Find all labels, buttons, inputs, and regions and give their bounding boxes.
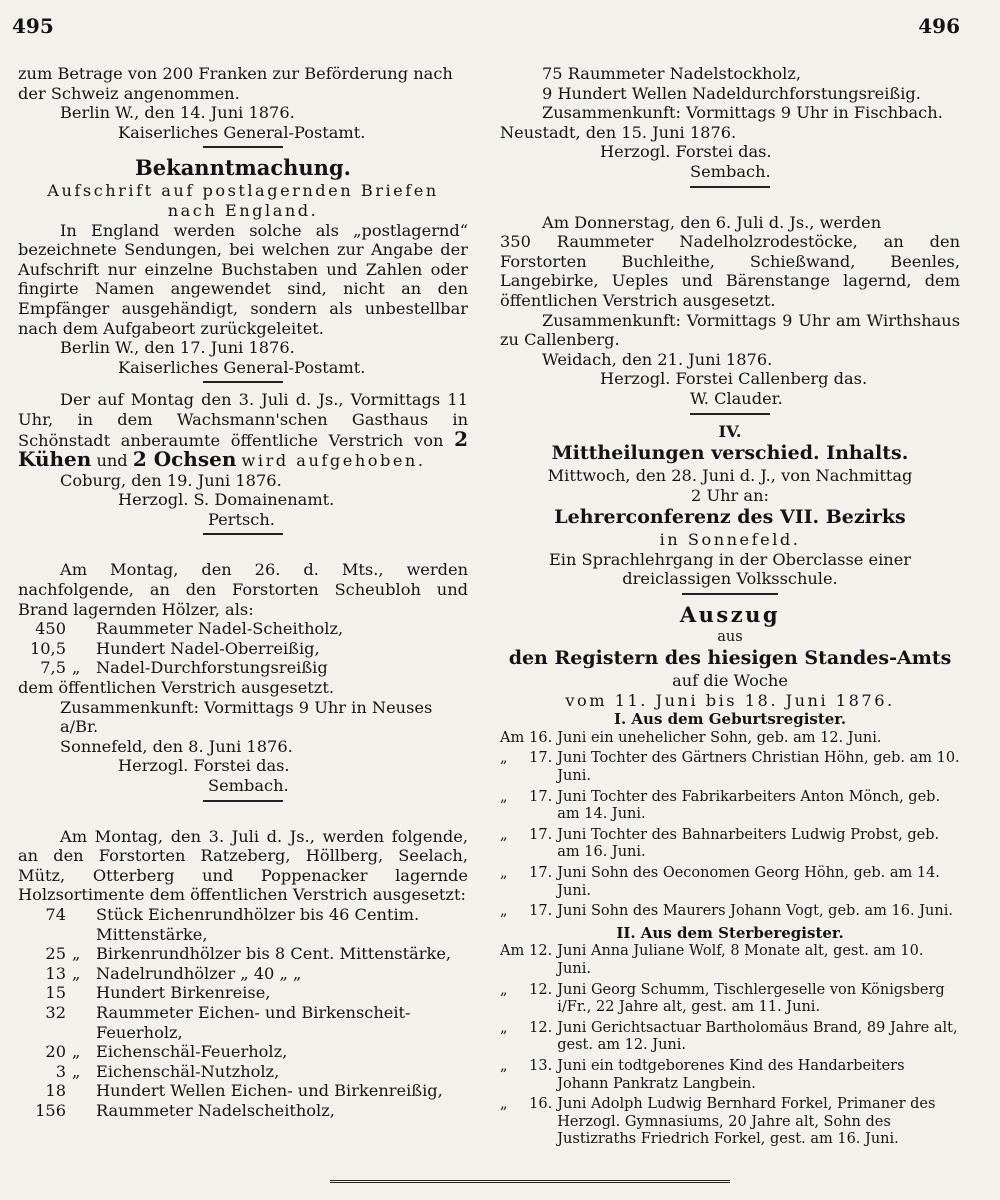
notice-line: 9 Hundert Wellen Nadeldurchforstungsreißig.: [542, 83, 921, 103]
section-number: IV.: [718, 421, 742, 441]
entry-text: Juni Anna Juliane Wolf, 8 Monate alt, gest. am 10. Juni.: [557, 943, 924, 977]
registry-title: Auszug: [679, 602, 781, 628]
notice-place-date: Berlin W., den 14. Juni 1876.: [60, 103, 295, 123]
item-text: Nadel-Durchforstungsreißig: [96, 658, 328, 678]
list-item: [500, 903, 960, 924]
entry-prefix: „: [500, 1019, 508, 1036]
section-misc: [500, 422, 960, 590]
list-item: [18, 964, 468, 984]
entry-text: Juni Tochter des Gärtners Christian Höhn, geb. am 10. Juni.: [557, 750, 960, 785]
notice-wood-callenberg: [500, 213, 960, 409]
death-register-list: [500, 943, 960, 1152]
entry-day: 12.: [529, 943, 553, 960]
item-quantity: 13: [45, 963, 66, 983]
entry-text: Juni ein todtgeborenes Kind des Handarbeiters Johann Pankratz Langbein.: [557, 1057, 905, 1092]
notice-line: Mittwoch, den 28. Juni d. J., von Nachmittag: [547, 466, 913, 486]
item-ditto: [72, 639, 96, 659]
registry-week: auf die Woche: [672, 671, 788, 691]
list-item: [500, 1020, 960, 1058]
list-item: [18, 1003, 468, 1042]
entry-text: Juni Sohn des Maurers Johann Vogt, geb. am 16. Juni.: [557, 903, 953, 920]
notice-place-date: Sonnefeld, den 8. Juni 1876.: [60, 736, 293, 756]
notice-place-date: Weidach, den 21. Juni 1876.: [542, 349, 773, 369]
notice-body: 350 Raummeter Nadelholzrodestöcke, an den Forstorten Buchleithe, Schießwand, Beenles, Langebirke, Ueples und Bärenstange lagernd, dem öffentlichen Verstrich ausgesetzt.: [500, 232, 960, 310]
item-ditto: [72, 905, 96, 944]
item-ditto: „: [72, 1061, 81, 1081]
list-item: [500, 982, 960, 1020]
item-text: Hundert Nadel-Oberreißig,: [96, 638, 320, 658]
list-item: [18, 1062, 468, 1082]
divider: [203, 146, 283, 148]
divider: [203, 800, 283, 802]
birth-register-list: [500, 730, 960, 924]
registry-aus: aus: [717, 629, 743, 646]
item-ditto: „: [72, 658, 81, 678]
conference-location: in Sonnefeld.: [659, 530, 801, 550]
item-quantity: 450: [35, 619, 66, 639]
item-text: Birkenrundhölzer bis 8 Cent. Mittenstärke,: [96, 944, 452, 964]
entry-text: Juni Tochter des Fabrikarbeiters Anton Mönch, geb. am 14. Juni.: [557, 788, 941, 823]
item-text: Raummeter Eichen- und Birkenscheit-Feuerholz,: [96, 1002, 411, 1042]
notice-signature: Herzogl. S. Domainenamt.: [118, 490, 335, 510]
list-item: [18, 905, 468, 944]
notice-oxen: 2 Ochsen: [132, 447, 237, 472]
notice-place-date: Berlin W., den 17. Juni 1876.: [60, 338, 295, 358]
death-register-title: II. Aus dem Sterberegister.: [616, 923, 844, 942]
entry-text: Juni Georg Schumm, Tischlergeselle von Königsberg i/Fr., 22 Jahre alt, gest. am 11. Juni.: [557, 981, 945, 1016]
item-quantity: 20: [45, 1042, 66, 1062]
entry-day: 17.: [529, 865, 553, 881]
notice-signature: Kaiserliches General-Postamt.: [118, 357, 366, 377]
entry-day: 17.: [529, 903, 553, 920]
notice-wood-auction-ratzeberg: [18, 827, 468, 1121]
notice-meeting: Zusammenkunft: Vormittags 9 Uhr in Neuses a/Br.: [60, 697, 433, 737]
wood-list: [18, 905, 468, 1121]
item-ditto: [72, 1081, 96, 1101]
list-item: [500, 730, 960, 751]
notice-line: zum Betrage von 200 Franken zur Beförderung nach: [18, 64, 453, 83]
notice-signature-name: Pertsch.: [208, 509, 275, 529]
notice-line: der Schweiz angenommen.: [18, 83, 240, 103]
right-column: [500, 64, 960, 1152]
item-text: Eichenschäl-Nutzholz,: [96, 1061, 280, 1081]
divider: [690, 186, 770, 188]
notice-signature: Kaiserliches General-Postamt.: [118, 122, 366, 142]
entry-prefix: „: [500, 788, 508, 805]
notice-and: und: [96, 451, 128, 471]
notice-subtitle: Aufschrift auf postlagernden Briefen: [47, 181, 439, 201]
list-item: [18, 619, 468, 639]
entry-day: 17.: [529, 750, 553, 767]
item-ditto: [72, 619, 96, 639]
notice-body: In England werden solche als „postlagernd“ bezeichnete Sendungen, bei welchen zur Angabe der Aufschrift nur einzelne Buchstaben und Zahlen oder fingirte Namen angewendet sind, nicht an den Empfänger ausgehändigt, sondern als unbestellbar nach dem Aufgabeort zurückgeleitet.: [18, 220, 468, 338]
notice-signature-name: Sembach.: [690, 161, 771, 181]
item-text: Raummeter Nadelscheitholz,: [96, 1100, 335, 1120]
entry-day: 16.: [529, 729, 553, 746]
entry-text: Juni Tochter des Bahnarbeiters Ludwig Probst, geb. am 16. Juni.: [557, 826, 940, 861]
section-title: Mittheilungen verschied. Inhalts.: [551, 442, 909, 465]
list-item: [500, 827, 960, 865]
item-quantity: 15: [45, 983, 66, 1003]
notice-subtitle: nach England.: [167, 200, 319, 220]
entry-day: 12.: [529, 1019, 553, 1036]
item-text: Hundert Birkenreise,: [96, 983, 271, 1003]
entry-prefix: „: [500, 903, 508, 920]
item-text: Stück Eichenrundhölzer bis 46 Centim. Mittenstärke,: [96, 904, 420, 944]
item-quantity: 18: [45, 1081, 66, 1101]
notice-place-date: Coburg, den 19. Juni 1876.: [60, 470, 282, 490]
item-text: Hundert Wellen Eichen- und Birkenreißig,: [96, 1081, 443, 1101]
notice-poste-restante: [18, 155, 468, 377]
entry-prefix: „: [500, 1096, 508, 1113]
entry-text: Juni Gerichtsactuar Bartholomäus Brand, 89 Jahre alt, gest. am 12. Juni.: [557, 1019, 958, 1054]
item-ditto: „: [72, 1042, 81, 1062]
registry-extract: [500, 602, 960, 1152]
list-item: [18, 1101, 468, 1121]
notice-end: wird aufgehoben.: [241, 451, 426, 471]
entry-prefix: „: [500, 826, 508, 843]
list-item: [18, 1081, 468, 1101]
notice-signature-name: W. Clauder.: [690, 388, 783, 408]
notice-line: 75 Raummeter Nadelstockholz,: [542, 64, 802, 83]
notice-body: [18, 390, 468, 470]
list-item: [500, 750, 960, 788]
item-quantity: 3: [55, 1061, 66, 1081]
conference-topic: Ein Sprachlehrgang in der Oberclasse einer dreiclassigen Volksschule.: [548, 549, 912, 589]
item-ditto: [72, 1101, 96, 1121]
entry-prefix: „: [500, 865, 508, 881]
entry-day: 12.: [529, 981, 553, 998]
list-item: [500, 1058, 960, 1096]
notice-meeting: Zusammenkunft: Vormittags 9 Uhr am Wirthshaus zu Callenberg.: [500, 310, 960, 350]
item-ditto: „: [72, 963, 81, 983]
divider: [690, 413, 770, 415]
notice-signature-name: Sembach.: [208, 776, 289, 795]
item-quantity: 74: [45, 904, 66, 924]
item-quantity: 156: [35, 1100, 66, 1120]
list-item: [18, 1042, 468, 1062]
notice-wood-fischbach: [500, 64, 960, 182]
registry-range: vom 11. Juni bis 18. Juni 1876.: [565, 690, 895, 710]
item-ditto: „: [72, 944, 81, 964]
entry-day: 17.: [529, 826, 553, 843]
entry-prefix: Am: [500, 943, 525, 960]
entry-prefix: „: [500, 1057, 508, 1074]
left-column: [18, 64, 468, 1121]
entry-day: 16.: [529, 1096, 553, 1113]
entry-prefix: „: [500, 750, 508, 767]
wood-list: [18, 619, 468, 678]
notice-meeting: Zusammenkunft: Vormittags 9 Uhr in Fischbach.: [542, 103, 943, 123]
divider: [203, 533, 283, 535]
conference-title: Lehrerconferenz des VII. Bezirks: [554, 506, 906, 529]
list-item: [500, 943, 960, 981]
entry-text: Juni Adolph Ludwig Bernhard Forkel, Primaner des Herzogl. Gymnasiums, 20 Jahre alt, Sohn des Justizraths Friedrich Forkel, gest. am 16. Juni.: [557, 1096, 936, 1148]
notice-body: Am Montag, den 26. d. Mts., werden nachfolgende, an den Forstorten Scheubloh und Brand lagernden Hölzer, als:: [18, 560, 468, 619]
notice-wood-auction-scheubloh: [18, 560, 468, 795]
notice-cattle-auction-cancelled: [18, 390, 468, 529]
list-item: [18, 944, 468, 964]
notice-place-date: Neustadt, den 15. Juni 1876.: [500, 122, 737, 142]
item-text: Raummeter Nadel-Scheitholz,: [96, 619, 344, 639]
entry-text: Juni ein unehelicher Sohn, geb. am 12. Juni.: [557, 729, 882, 746]
item-quantity: 25: [45, 944, 66, 964]
item-ditto: [72, 983, 96, 1003]
notice-signature: Herzogl. Forstei das.: [118, 756, 290, 776]
notice-signature: Herzogl. Forstei Callenberg das.: [600, 369, 868, 389]
item-quantity: 7,5: [40, 658, 66, 678]
notice-line: 2 Uhr an:: [691, 485, 769, 505]
divider: [203, 381, 283, 383]
birth-register-title: I. Aus dem Geburtsregister.: [613, 710, 847, 729]
list-item: [500, 1096, 960, 1152]
list-item: [18, 983, 468, 1003]
entry-text: Juni Sohn des Oeconomen Georg Höhn, geb. am 14. Juni.: [557, 865, 940, 899]
notice-swiss-postage: [18, 64, 468, 142]
registry-subtitle: den Registern des hiesigen Standes-Amts: [508, 647, 952, 670]
entry-prefix: Am: [500, 729, 525, 746]
entry-day: 13.: [529, 1057, 553, 1074]
item-text: Nadelrundhölzer „ 40 „ „: [96, 963, 302, 983]
item-ditto: [72, 1003, 96, 1042]
notice-body: Am Montag, den 3. Juli d. Js., werden folgende, an den Forstorten Ratzeberg, Höllberg, Seelach, Mütz, Otterberg und Poppenacker lagernde Holzsortimente dem öffentlichen Verstrich ausgesetzt:: [18, 826, 468, 905]
notice-signature: Herzogl. Forstei das.: [600, 142, 772, 162]
list-item: [500, 789, 960, 827]
list-item: [500, 865, 960, 903]
item-quantity: 32: [45, 1002, 66, 1022]
entry-day: 17.: [529, 788, 553, 805]
notice-body-text: Der auf Montag den 3. Juli d. Js., Vormittags 11 Uhr, in dem Wachsmann'schen Gasthaus in Schönstadt anberaumte öffentliche Verstrich von: [18, 390, 468, 450]
notice-title: Bekanntmachung.: [135, 155, 351, 181]
page-number-left: 495: [12, 14, 54, 38]
divider: [682, 593, 778, 595]
list-item: [18, 639, 468, 659]
bottom-rule: [330, 1180, 730, 1186]
item-text: Eichenschäl-Feuerholz,: [96, 1042, 288, 1062]
entry-prefix: „: [500, 981, 508, 998]
list-item: [18, 658, 468, 678]
item-quantity: 10,5: [29, 638, 66, 658]
notice-line: dem öffentlichen Verstrich ausgesetzt.: [18, 678, 334, 698]
page-number-right: 496: [918, 14, 960, 38]
notice-line: Am Donnerstag, den 6. Juli d. Js., werden: [542, 212, 882, 232]
notice-cows: 2 Kühen: [18, 426, 468, 472]
